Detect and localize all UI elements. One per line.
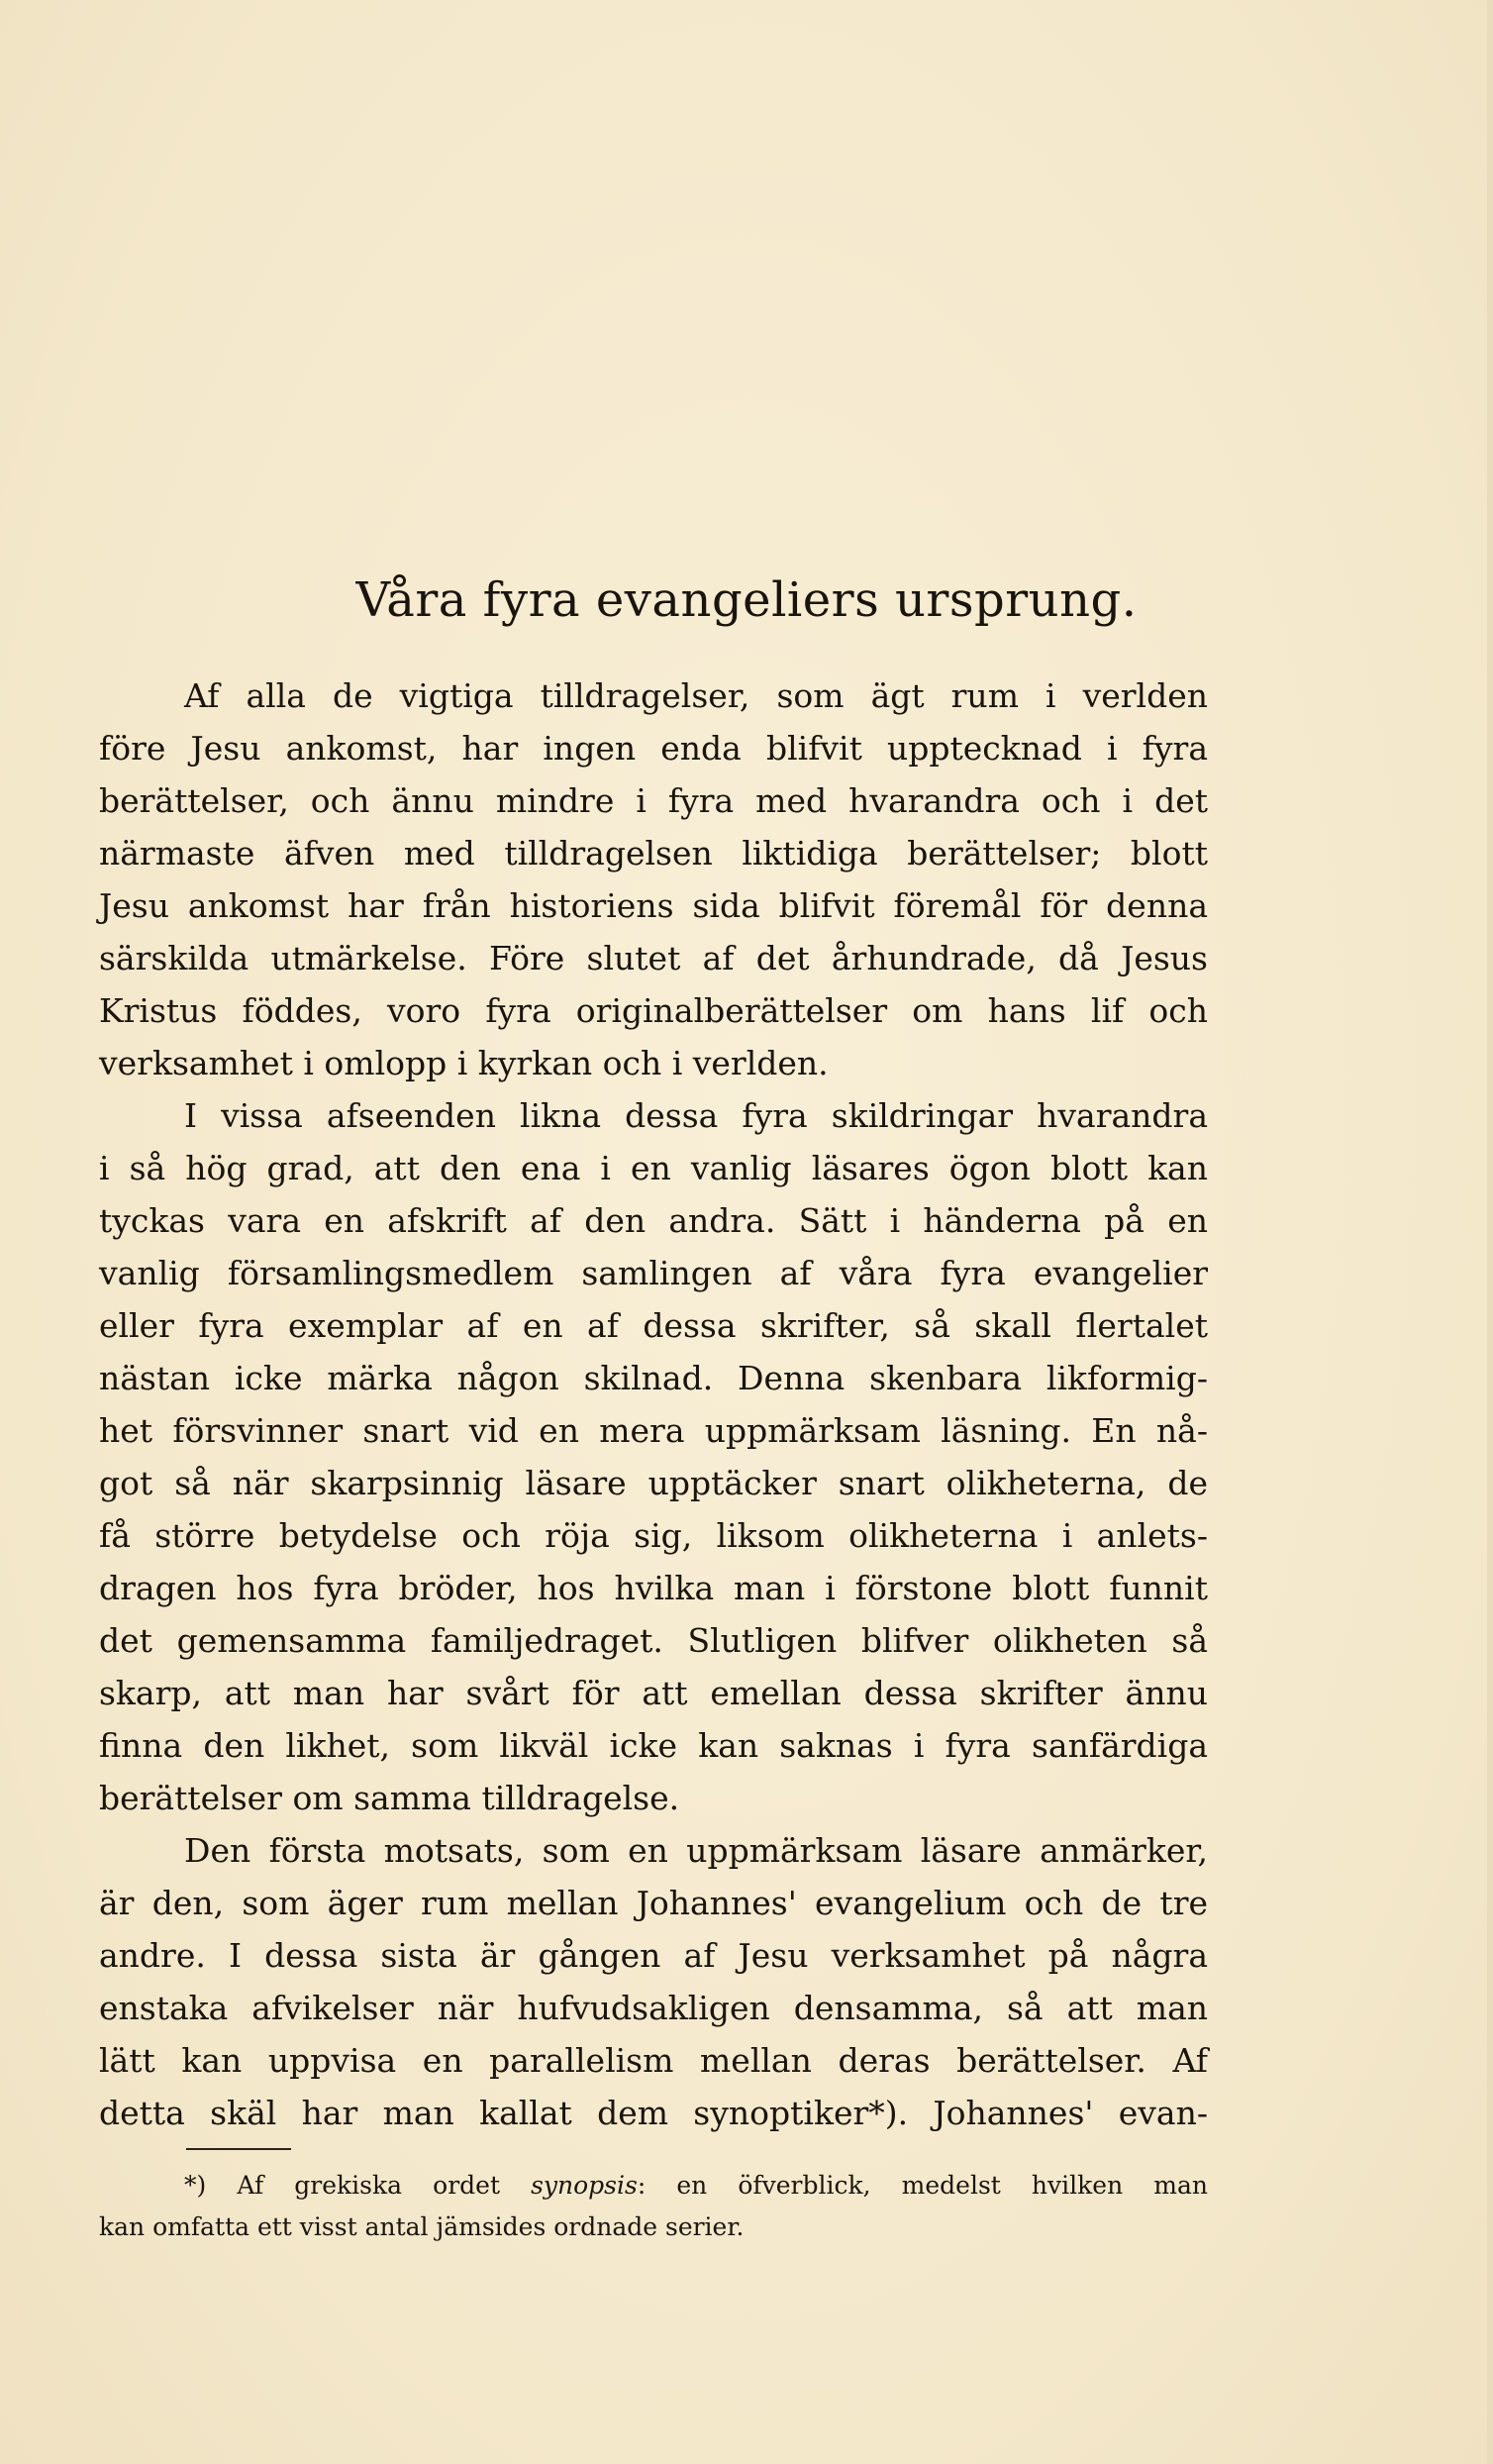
text-line: Af alla de vigtiga tilldragelser, som ägt rum i verlden [184, 676, 1208, 715]
text-line: detta skäl har man kallat dem synoptiker*). Johannes' evan- [99, 2094, 1208, 2132]
text-line: i så hög grad, att den ena i en vanlig läsares ögon blott kan [99, 1149, 1208, 1187]
text-line: lätt kan uppvisa en parallelism mellan deras berättelser. Af [99, 2041, 1208, 2080]
footnote-line [99, 2165, 1208, 2207]
text-line: Jesu ankomst har från historiens sida blifvit föremål för denna [99, 886, 1208, 925]
text-line: nästan icke märka någon skilnad. Denna skenbara likformig- [99, 1359, 1208, 1397]
text-line: het försvinner snart vid en mera uppmärksam läsning. En nå- [99, 1411, 1208, 1450]
text-line: före Jesu ankomst, har ingen enda blifvit upptecknad i fyra [99, 729, 1208, 768]
text-line: tyckas vara en afskrift af den andra. Sätt i händerna på en [99, 1201, 1208, 1240]
text-line: dragen hos fyra bröder, hos hvilka man i förstone blott funnit [99, 1569, 1208, 1607]
page-edge [1487, 0, 1493, 2464]
chapter-title: Våra fyra evangeliers ursprung. [355, 572, 1138, 628]
body-text [99, 669, 1208, 2139]
text-line: få större betydelse och röja sig, liksom olikheterna i anlets- [99, 1516, 1208, 1555]
text-line: det gemensamma familjedraget. Slutligen blifver olikheten så [99, 1621, 1208, 1660]
text-line: got så när skarpsinnig läsare upptäcker snart olikheterna, de [99, 1464, 1208, 1502]
text-line: Kristus föddes, voro fyra originalberättelser om hans lif och [99, 991, 1208, 1030]
text-line: verksamhet i omlopp i kyrkan och i verlden. [99, 1044, 829, 1082]
text-line: särskilda utmärkelse. Före slutet af det århundrade, då Jesus [99, 939, 1208, 977]
text-line: finna den likhet, som likväl icke kan saknas i fyra sanfärdiga [99, 1726, 1208, 1765]
footnote-emphasis: synopsis [531, 2171, 638, 2200]
text-line: närmaste äfven med tilldragelsen liktidiga berättelser; blott [99, 834, 1208, 873]
footnote-suffix: : en öfverblick, medelst hvilken man [637, 2171, 1208, 2200]
text-line: Den första motsats, som en uppmärksam läsare anmärker, [184, 1831, 1208, 1870]
text-line: skarp, att man har svårt för att emellan dessa skrifter ännu [99, 1674, 1208, 1712]
text-line: vanlig församlingsmedlem samlingen af våra fyra evangelier [99, 1254, 1208, 1292]
footnote [99, 2165, 1208, 2248]
text-line: berättelser om samma tilldragelse. [99, 1779, 680, 1817]
footnote-rule [186, 2148, 291, 2150]
text-line: är den, som äger rum mellan Johannes' evangelium och de tre [99, 1884, 1208, 1922]
text-line: eller fyra exemplar af en af dessa skrifter, så skall flertalet [99, 1306, 1208, 1345]
text-line: enstaka afvikelser när hufvudsakligen densamma, så att man [99, 1989, 1208, 2027]
footnote-prefix: *) Af grekiska ordet [184, 2171, 532, 2200]
footnote-line: kan omfatta ett visst antal jämsides ordnade serier. [99, 2212, 745, 2241]
text-line: andre. I dessa sista är gången af Jesu verksamhet på några [99, 1936, 1208, 1975]
text-line: I vissa afseenden likna dessa fyra skildringar hvarandra [184, 1096, 1208, 1135]
text-line: berättelser, och ännu mindre i fyra med hvarandra och i det [99, 781, 1208, 820]
